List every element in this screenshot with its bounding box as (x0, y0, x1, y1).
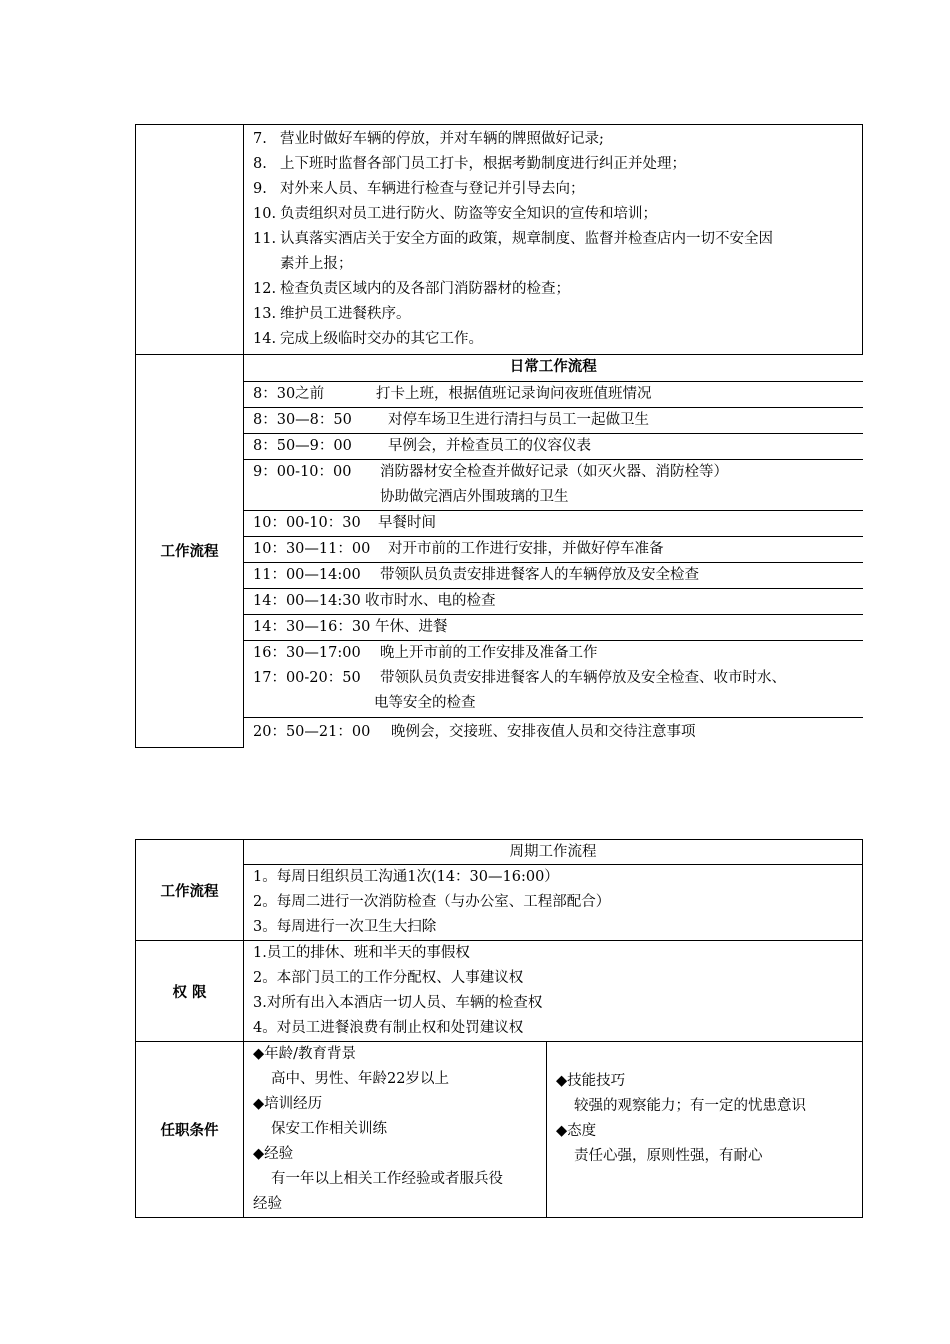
duties-workflow-table (135, 124, 863, 748)
schedule-row: 16：30—17:00 晚上开市前的工作安排及准备工作 17：00-20：50 带领队员负责安排进餐客人的车辆停放及安全检查、收市时水、 电等安全的检查 (244, 640, 863, 717)
experience-title: ◆经验 (253, 1146, 294, 1162)
schedule-row: 14：30—16：30 午休、进餐 (244, 614, 863, 640)
qualifications-left (244, 1042, 547, 1218)
authority-item: 2。本部门员工的工作分配权、人事建议权 (253, 970, 524, 986)
experience-text-cont: 经验 (253, 1196, 282, 1212)
schedule-row: 20：50—21：00 晚例会，交接班、安排夜值人员和交待注意事项 (244, 717, 863, 747)
experience-text: 有一年以上相关工作经验或者服兵役 (271, 1171, 503, 1187)
duties-label-cell (136, 125, 244, 355)
periodic-item: 3。每周进行一次卫生大扫除 (253, 919, 437, 935)
authority-item: 3.对所有出入本酒店一切人员、车辆的检查权 (253, 995, 543, 1011)
daily-schedule-cell (244, 355, 863, 748)
periodic-cell (244, 840, 863, 941)
daily-schedule-table (244, 355, 863, 747)
authority-label: 权 限 (136, 941, 244, 1042)
duty-item: 14. 完成上级临时交办的其它工作。 (253, 331, 483, 347)
skill-text: 较强的观察能力；有一定的忧患意识 (574, 1097, 806, 1114)
duty-item: 8. 上下班时监督各部门员工打卡，根据考勤制度进行纠正并处理； (253, 156, 686, 172)
training-text: 保安工作相关训练 (271, 1121, 387, 1137)
attitude-text: 责任心强，原则性强，有耐心 (574, 1147, 763, 1164)
periodic-header: 周期工作流程 (244, 840, 862, 865)
authority-cell (244, 941, 863, 1042)
duty-item: 11. 认真落实酒店关于安全方面的政策，规章制度、监督并检查店内一切不安全因 (253, 231, 773, 247)
authority-item: 1.员工的排休、班和半天的事假权 (253, 945, 470, 961)
periodic-item: 2。每周二进行一次消防检查（与办公室、工程部配合） (253, 894, 611, 910)
periodic-authority-table (135, 839, 863, 1218)
schedule-row: 8：30—8：50 对停车场卫生进行清扫与员工一起做卫生 (244, 407, 863, 433)
duty-item: 13. 维护员工进餐秩序。 (253, 306, 411, 322)
duty-item: 9. 对外来人员、车辆进行检查与登记并引导去向； (253, 181, 585, 197)
duty-item-continued: 素并上报； (280, 256, 353, 272)
schedule-row: 11：00—14:00 带领队员负责安排进餐客人的车辆停放及安全检查 (244, 562, 863, 588)
qualifications-right (547, 1042, 863, 1218)
schedule-row: 10：00-10：30 早餐时间 (244, 510, 863, 536)
schedule-row: 10：30—11：00 对开市前的工作进行安排，并做好停车准备 (244, 536, 863, 562)
duty-item: 7. 营业时做好车辆的停放，并对车辆的牌照做好记录; (253, 131, 604, 147)
workflow-label: 工作流程 (136, 355, 244, 748)
attitude-title: ◆态度 (556, 1122, 597, 1139)
daily-schedule-header: 日常工作流程 (509, 359, 597, 375)
edu-title: ◆年龄/教育背景 (253, 1046, 357, 1062)
qualifications-label: 任职条件 (136, 1042, 244, 1218)
periodic-item: 1。每周日组织员工沟通1次(14：30—16:00） (253, 869, 559, 885)
schedule-row: 9：00-10：00 消防器材安全检查并做好记录（如灭火器、消防栓等） 协助做完酒店外围玻璃的卫生 (244, 459, 863, 510)
duty-item: 10. 负责组织对员工进行防火、防盗等安全知识的宣传和培训； (253, 206, 657, 222)
workflow-label: 工作流程 (136, 840, 244, 941)
authority-item: 4。对员工进餐浪费有制止权和处罚建议权 (253, 1020, 524, 1036)
duties-list (244, 125, 863, 355)
schedule-row: 14：00—14:30 收市时水、电的检查 (244, 588, 863, 614)
training-title: ◆培训经历 (253, 1096, 323, 1112)
skill-title: ◆技能技巧 (556, 1072, 626, 1089)
schedule-row: 8：30之前 打卡上班，根据值班记录询问夜班值班情况 (244, 381, 863, 407)
edu-text: 高中、男性、年龄22岁以上 (271, 1071, 449, 1087)
duty-item: 12. 检查负责区域内的及各部门消防器材的检查； (253, 281, 570, 297)
schedule-row: 8：50—9：00 早例会，并检查员工的仪容仪表 (244, 433, 863, 459)
